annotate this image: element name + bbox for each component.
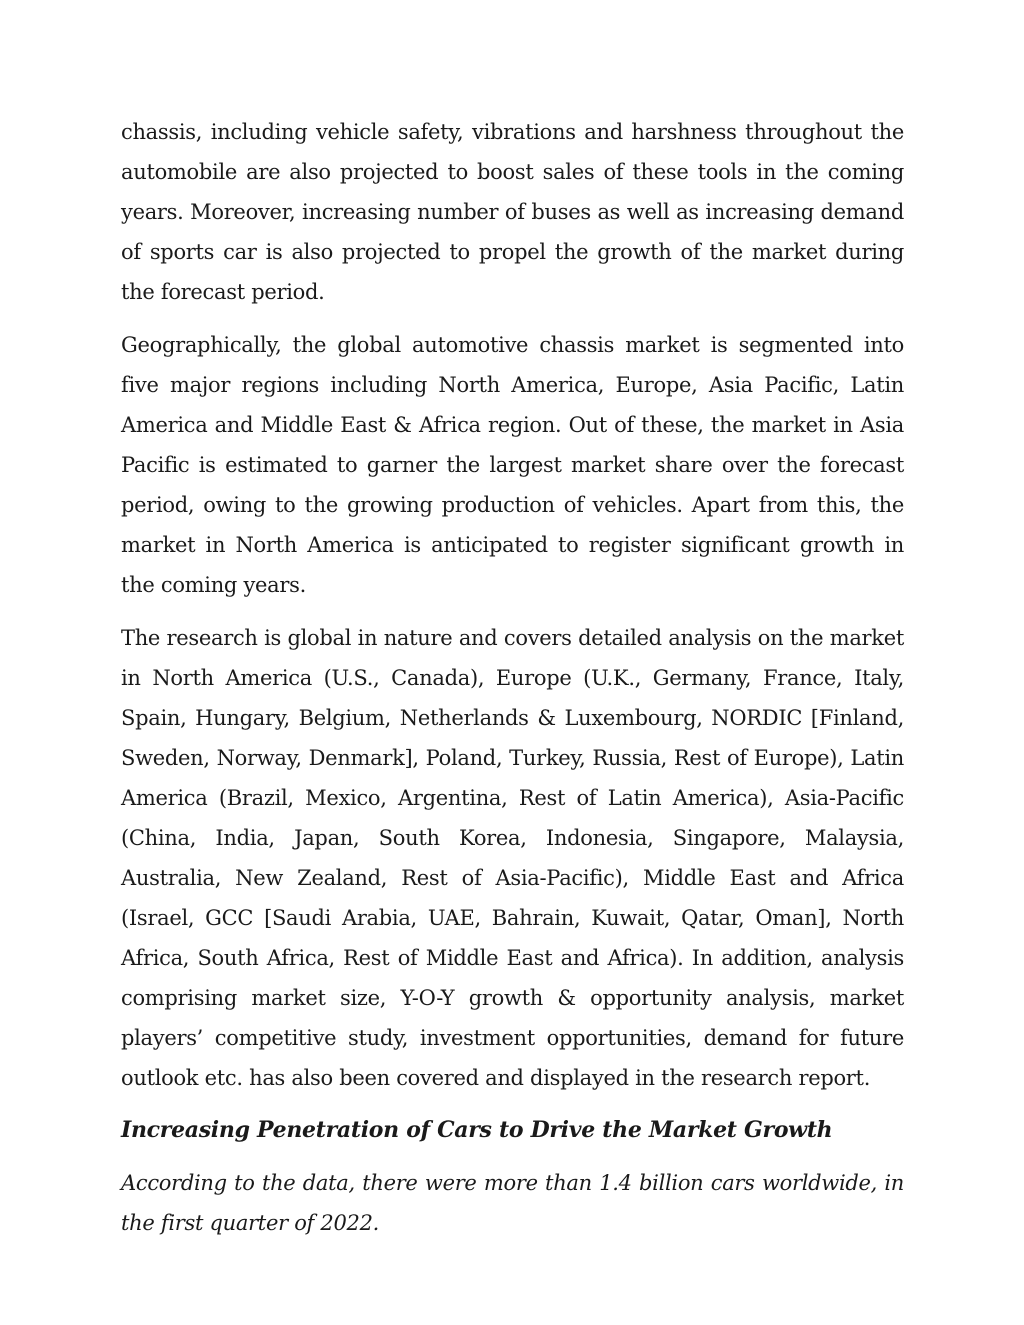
document-page	[121, 112, 904, 1256]
paragraph-chassis-sales: chassis, including vehicle safety, vibrations and harshness throughout the automobile are also projected to boost sales of these tools in the coming years. Moreover, increasing number of buses as well as increasing demand of sports car is also projected to propel the growth of the market during the forecast period.	[121, 120, 904, 304]
section-heading: Increasing Penetration of Cars to Drive the Market Growth	[121, 1117, 833, 1143]
paragraph-research-scope: The research is global in nature and covers detailed analysis on the market in North America (U.S., Canada), Europe (U.K., Germany, France, Italy, Spain, Hungary, Belgium, Netherlands & Luxembourg, NORDIC [Finland, Sweden, Norway, Denmark], Poland, Turkey, Russia, Rest of Europe), Latin America (Brazil, Mexico, Argentina, Rest of Latin America), Asia-Pacific (China, India, Japan, South Korea, Indonesia, Singapore, Malaysia, Australia, New Zealand, Rest of Asia-Pacific), Middle East and Africa (Israel, GCC [Saudi Arabia, UAE, Bahrain, Kuwait, Qatar, Oman], North Africa, South Africa, Rest of Middle East and Africa). In addition, analysis comprising market size, Y-O-Y growth & opportunity analysis, market players’ competitive study, investment opportunities, demand for future outlook etc. has also been covered and displayed in the research report.	[121, 626, 904, 1090]
paragraph-geography: Geographically, the global automotive chassis market is segmented into five major regions including North America, Europe, Asia Pacific, Latin America and Middle East & Africa region. Out of these, the market in Asia Pacific is estimated to garner the largest market share over the forecast period, owing to the growing production of vehicles. Apart from this, the market in North America is anticipated to register significant growth in the coming years.	[121, 333, 904, 597]
paragraph-cars-worldwide: According to the data, there were more than 1.4 billion cars worldwide, in the first quarter of 2022.	[121, 1171, 904, 1235]
